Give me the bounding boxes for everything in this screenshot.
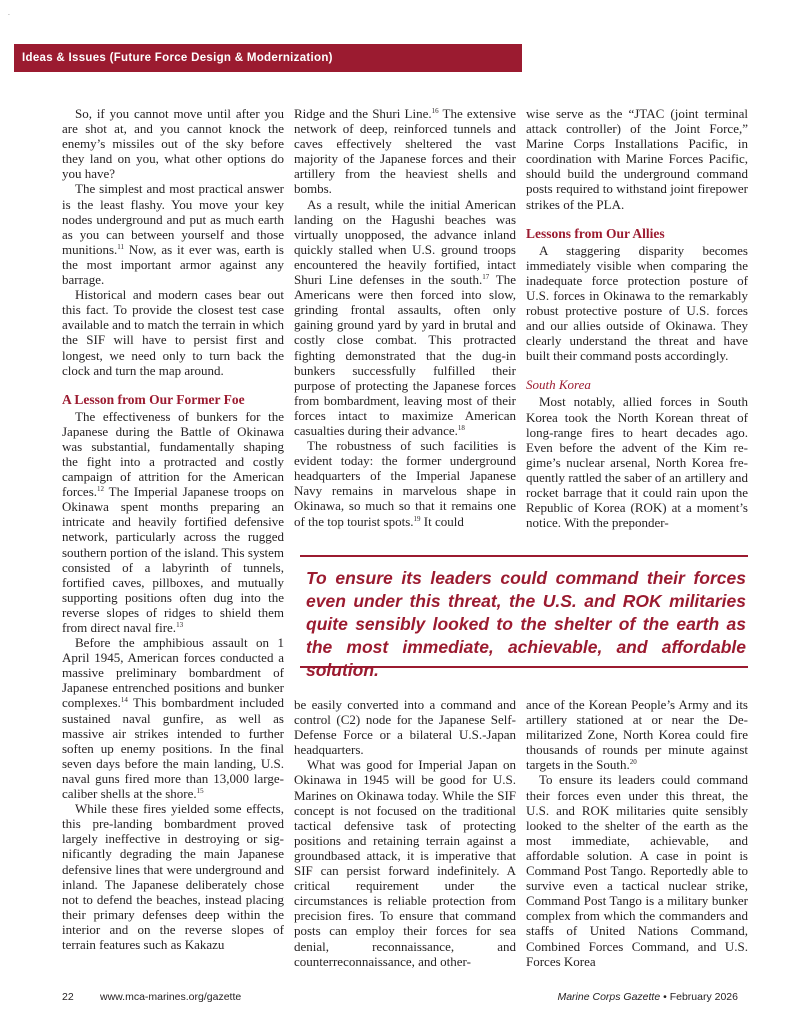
footer-url[interactable]: www.mca-marines.org/gazette xyxy=(100,991,242,1003)
paragraph: What was good for Imperial Japan on Okinawa in 1945 will be good for U.S. Marines on Okinawa today. While the SIF concept is not focused on the traditional tactical defensive task of protecting positions and retaining terrain against a groundbased attack, it is imperative that SIF can persist forward indefinitely. A critical requirement under the circumstances is reliable protection from precision fires. To ensure that command posts can employ their forces for sea denial, reconnaissance, and counterreconnaissance, and other- xyxy=(294,757,516,969)
paragraph xyxy=(294,106,516,197)
paragraph xyxy=(62,409,284,635)
text: Ridge and the Shuri Line. xyxy=(294,106,432,121)
column-2-bottom xyxy=(294,697,516,969)
paragraph xyxy=(294,438,516,529)
text: The robustness of such facilities is evident today: the former underground headquarters of the Imperial Japanese Navy remains in marvelous shape in Okinawa, so much so that it remains one of the top tourist spots. xyxy=(294,438,516,529)
column-3-top xyxy=(526,106,748,530)
footnote-ref: 16 xyxy=(431,107,439,115)
paragraph xyxy=(62,181,284,287)
section-heading: A Lesson from Our Former Foe xyxy=(62,391,245,407)
paragraph: Historical and modern cases bear out this fact. To provide the closest test case available and to match the terrain in which the SIF will have to persist first and longest, we need only to turn back the clock and turn the map around. xyxy=(62,287,284,378)
paragraph: While these fires yielded some effects, this pre-landing bombardment proved largely ineffective in destroying or significantly degrading the main Japanese defensive lines that were underground and inland. The Japanese deliberately chose not to defend the beaches, instead placing their primary defenses deep within the interior and on the reverse slopes of terrain features such as Kakazu xyxy=(62,801,284,952)
paragraph: wise serve as the “JTAC (joint terminal attack controller) of the Joint Force,” Marine Corps Installations Pacific, in coordination with Marine Forces Pacific, should build the underground command posts required to withstand joint firepower strikes of the PLA. xyxy=(526,106,748,212)
text: This bombardment included sustained naval gunfire, as well as massive air strikes intended to further soften up enemy positions. In the final seven days before the main landing, U.S. naval guns fired more than 13,000 large-caliber shells at the shore. xyxy=(62,695,284,802)
paragraph xyxy=(526,697,748,772)
column-1 xyxy=(62,106,284,952)
text: The effectiveness of bunkers for the Japanese during the Battle of Okinawa was substantial, fundamentally shaping the fight into a protracted and costly campaign of attrition for the American forces. xyxy=(62,408,284,500)
column-2-top xyxy=(294,106,516,529)
text: It could xyxy=(420,513,464,529)
paragraph: So, if you cannot move until after you are shot at, and you cannot knock the enemy’s missiles out of the sky before they land on you, what other options do you have? xyxy=(62,106,284,182)
paragraph: A staggering disparity becomes immediately visible when comparing the inadequate force protection posture of U.S. forces in Okinawa to the remarkably robust protective posture of U.S. forces and our allies outside of Okinawa. They clearly understand the threat and have built their command posts accordingly. xyxy=(526,242,748,364)
paragraph: be easily converted into a command and control (C2) node for the Japanese Self-Defense Force or a bilateral U.S.-Japan headquarters. xyxy=(294,697,516,758)
text: The simplest and most practical answer is the least flashy. You move your key nodes underground and put as much earth as you can between yourself and those munitions. xyxy=(62,181,284,257)
section-heading: Lessons from Our Allies xyxy=(526,225,665,241)
paragraph xyxy=(62,635,284,801)
page-number: 22 xyxy=(62,991,74,1003)
text: As a result, while the initial American landing on the Hagushi beaches was virtually unopposed, the advance inland quickly stalled when U.S. ground troops encountered the heavily fortified, intact Shuri Line defenses in the south. xyxy=(294,196,516,288)
pull-quote-text: To ensure its leaders could command their forces even under this threat, the U.S. and ROK militaries quite sensibly looked to the shelter of the earth as the most immediate, achievable, and affordable solution. xyxy=(306,568,746,680)
paragraph xyxy=(294,197,516,439)
corner-mark: . xyxy=(8,10,10,17)
footnote-ref: 12 xyxy=(97,485,105,494)
text: Before the amphibious assault on 1 April 1945, American forces conducted a massive preliminary bombardment of Japanese entrenched positions and bunker complexes. xyxy=(62,635,284,711)
footnote-ref: 14 xyxy=(120,696,128,705)
text: The Americans were then forced into slow, grinding frontal assaults, often only gaining ground yard by yard in brutal and costly close combat. This protracted fighting demonstrated that the dug-in bunkers successfully fulfilled their purpose of protecting the Japanese forces from bombardment, leaving most of their forces intact to maximize American casualties during their advance. xyxy=(294,272,516,438)
pull-quote xyxy=(300,555,748,680)
section-banner: Ideas & Issues (Future Force Design & Modernization) xyxy=(14,44,522,72)
text: Now, as it ever was, earth is the most important armor against any barrage. xyxy=(62,241,284,288)
paragraph: Most notably, allied forces in South Korea took the North Korean threat of long-range fires to heart decades ago. Even before the advent of the Kim regime’s nuclear arsenal, North Korea frequently rattled the saber of an artillery and rocket barrage that it could rain upon the Republic of Korea (ROK) at a moment’s notice. With the preponder- xyxy=(526,394,748,531)
footnote-ref: 11 xyxy=(117,242,125,251)
paragraph: To ensure its leaders could command their forces even under this threat, the U.S. and ROK militaries quite sensibly looked to the shelter of the earth as the most immediate, achievable, and affordable solution. A case in point is Command Post Tango. Reportedly able to survive even a tactical nuclear strike, Command Post Tango is a military bunker complex from which the commanders and staffs of United Nations Command, Combined Forces Command, and U.S. Forces Korea xyxy=(526,772,748,969)
text: The extensive network of deep, reinforced tunnels and caves effectively sheltered the vast majority of the Japanese forces and their artillery from the heaviest shells and bombs. xyxy=(294,106,517,197)
footnote-ref: 18 xyxy=(457,423,465,432)
footnote-ref: 17 xyxy=(482,273,490,282)
issue-date: • February 2026 xyxy=(660,991,738,1003)
text: The Imperial Japanese troops on Okinawa spent months preparing an intricate and heavily fortified defensive network, particularly across the rugged southern portion of the island. This system consisted of a labyrinth of tunnels, fortified caves, pillboxes, and mutually supporting positions often dug into the reverse slopes of ridges to shield them from direct naval fire. xyxy=(62,484,284,635)
footer-publication xyxy=(557,991,738,1007)
footnote-ref: 13 xyxy=(176,621,184,629)
publication-name: Marine Corps Gazette xyxy=(557,991,661,1003)
footnote-ref: 19 xyxy=(413,514,421,523)
text: ance of the Korean People’s Army and its artillery stationed at or near the Demilitarized Zone, North Korea could fire thousands of rounds per minute against targets in the South. xyxy=(526,697,748,773)
subsection-heading: South Korea xyxy=(526,377,591,393)
footnote-ref: 15 xyxy=(196,787,204,796)
footnote-ref: 20 xyxy=(629,758,637,767)
column-3-bottom xyxy=(526,697,748,969)
